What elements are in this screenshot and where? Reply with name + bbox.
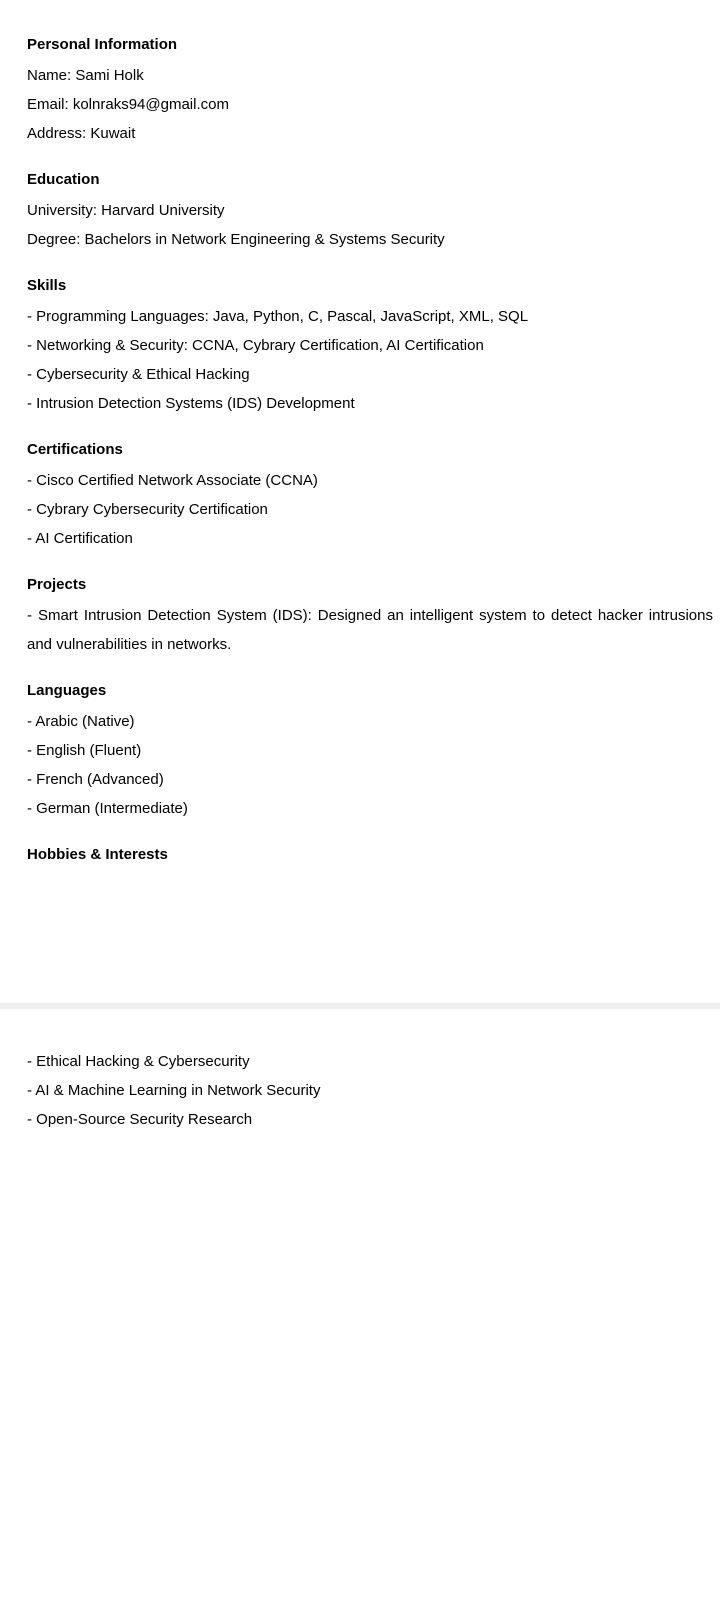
list-item: - French (Advanced) <box>27 771 164 788</box>
personal-information-section <box>27 35 713 148</box>
list-item: - Ethical Hacking & Cybersecurity <box>27 1053 250 1070</box>
skills-section <box>27 276 713 418</box>
languages-section <box>27 681 713 823</box>
list-item: - Programming Languages: Java, Python, C, Pascal, JavaScript, XML, SQL <box>27 308 529 325</box>
project-description: - Smart Intrusion Detection System (IDS): Designed an intelligent system to detect hacker intrusions and vulnerabilities in networks. <box>27 607 713 653</box>
education-heading: Education <box>27 171 100 188</box>
education-section <box>27 170 713 254</box>
list-item: - English (Fluent) <box>27 742 142 759</box>
hobbies-section <box>27 845 713 865</box>
university-line: University: Harvard University <box>27 202 225 219</box>
name-line: Name: Sami Holk <box>27 67 144 84</box>
list-item: - Intrusion Detection Systems (IDS) Development <box>27 395 355 412</box>
list-item: - German (Intermediate) <box>27 800 188 817</box>
degree-line: Degree: Bachelors in Network Engineering & Systems Security <box>27 231 445 248</box>
list-item: - AI & Machine Learning in Network Security <box>27 1082 321 1099</box>
page-1-content <box>27 35 713 887</box>
email-line: Email: kolnraks94@gmail.com <box>27 96 229 113</box>
page-2-content <box>27 1047 713 1134</box>
languages-heading: Languages <box>27 682 107 699</box>
hobbies-heading: Hobbies & Interests <box>27 846 168 863</box>
list-item: - Cisco Certified Network Associate (CCNA) <box>27 472 318 489</box>
projects-heading: Projects <box>27 576 87 593</box>
document-page-2 <box>0 1009 720 1612</box>
list-item: - Networking & Security: CCNA, Cybrary Certification, AI Certification <box>27 337 484 354</box>
certifications-section <box>27 440 713 553</box>
list-item: - Open-Source Security Research <box>27 1111 253 1128</box>
list-item: - AI Certification <box>27 530 133 547</box>
projects-section <box>27 575 713 659</box>
list-item: - Arabic (Native) <box>27 713 135 730</box>
personal-information-heading: Personal Information <box>27 36 178 53</box>
skills-heading: Skills <box>27 277 67 294</box>
certifications-heading: Certifications <box>27 441 123 458</box>
list-item: - Cybersecurity & Ethical Hacking <box>27 366 250 383</box>
address-line: Address: Kuwait <box>27 125 136 142</box>
list-item: - Cybrary Cybersecurity Certification <box>27 501 268 518</box>
